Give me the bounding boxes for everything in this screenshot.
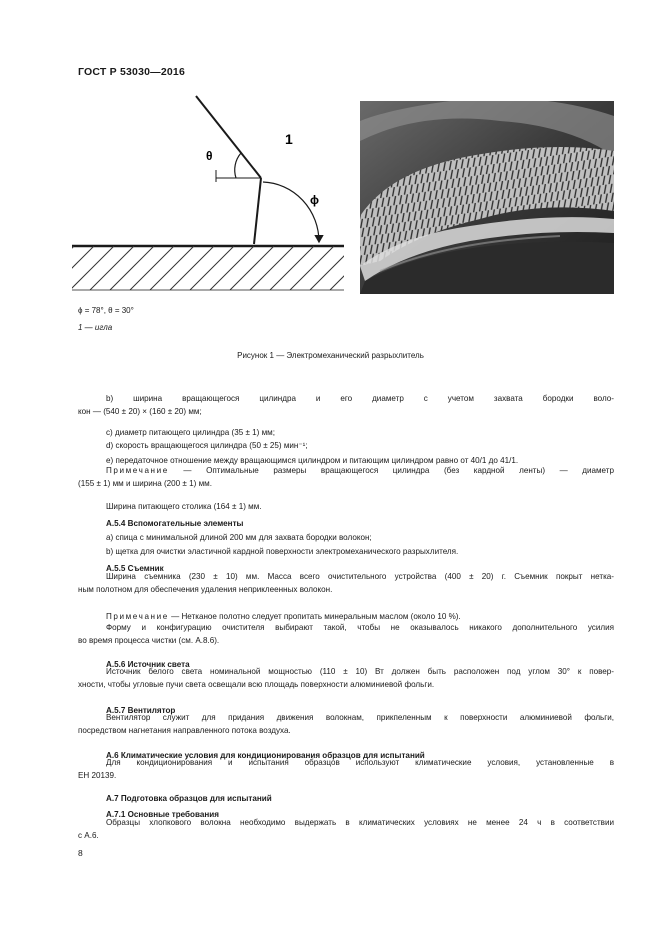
section-a56-text [78,665,614,691]
note-1-label: Примечание [106,466,169,475]
section-a55-text [78,570,614,596]
note-1-line1: — Оптимальные размеры вращающегося цилиндра (без кардной ленты) — диаметр [168,466,614,475]
list-item-c: c) диаметр питающего цилиндра (35 ± 1) мм; [106,428,275,438]
cleaner-text [78,621,614,647]
section-a56-line1: Источник белого света номинальной мощностью (110 ± 10) Вт должен быть расположен под углом 30° к повер- [106,667,614,676]
theta-symbol: θ [206,149,213,163]
section-a55-line2: ным полотном для обеспечения удаления неприклеенных волокон. [78,585,333,594]
section-a54-item-b: b) щетка для очистки эластичной кардной поверхности электромеханического разрыхлителя. [106,547,459,557]
carding-photo [360,101,614,294]
hatched-base [70,246,350,290]
document-code: ГОСТ Р 53030—2016 [78,66,186,78]
section-a6-text [78,756,614,782]
section-a56-title: А.5.6 Источник света [106,660,190,670]
section-a71-line2: с А.6. [78,831,99,840]
section-a7-title: А.7 Подготовка образцов для испытаний [106,794,272,804]
section-a57-title: А.5.7 Вентилятор [106,706,176,716]
section-a71-line1: Образцы хлопкового волокна необходимо выдержать в климатических условиях не менее 24 ч в соответствии [106,818,614,827]
note-1-line2: (155 ± 1) мм и ширина (200 ± 1) мм. [78,479,212,488]
figure-caption: Рисунок 1 — Электромеханический разрыхлитель [237,351,424,360]
figure-label-one: 1 [285,131,293,147]
section-a54-item-a: a) спица с минимальной длиной 200 мм для захвата бородки волокон; [106,533,372,543]
section-a57-text [78,711,614,737]
section-a54-title: А.5.4 Вспомогательные элементы [106,519,244,529]
page-number: 8 [78,848,83,858]
feed-table-width: Ширина питающего столика (164 ± 1) мм. [106,502,262,512]
section-a55-line1: Ширина съемника (230 ± 10) мм. Масса всего очистительного устройства (400 ± 20) г. Съемник покрыт нетка- [106,572,614,581]
section-a6-title: А.6 Климатические условия для кондиционирования образцов для испытаний [106,751,425,761]
needle-diagram [70,92,350,292]
list-item-b-line1: b) ширина вращающегося цилиндра и его диаметр с учетом захвата бородки воло- [106,394,614,403]
section-a57-line2: посредством нагнетания направленного потока воздуха. [78,726,291,735]
section-a71-text [78,816,614,842]
section-a55-title: А.5.5 Съемник [106,564,164,574]
list-item-e: e) передаточное отношение между вращающимся цилиндром и питающим цилиндром равно от 40/1 до 41/1. [106,456,519,466]
section-a6-line1: Для кондиционирования и испытания образцов используют климатические условия, установленные в [106,758,614,767]
note-2-text: — Нетканое полотно следует пропитать минеральным маслом (около 10 %). [168,612,461,622]
cleaner-line1: Форму и конфигурацию очистителя выбирают такой, чтобы не оказывалось никакого дополнительного усилия [106,623,614,632]
list-item-d: d) скорость вращающегося цилиндра (50 ± 25) мин⁻¹; [106,441,308,451]
phi-arc [263,182,319,242]
legend-angles: ϕ = 78°, θ = 30° [78,306,134,315]
needle-shaft [254,178,261,244]
needle-tip [196,96,261,178]
section-a6-line2: ЕН 20139. [78,771,117,780]
cleaner-line2: во время процесса чистки (см. А.8.6). [78,636,220,645]
note-2-label: Примечание [106,612,169,622]
section-a57-line1: Вентилятор служит для придания движения волокнам, прикпеленным к поверхности алюминиевой фольги, [106,713,614,722]
phi-symbol: ϕ [310,193,319,207]
list-item-b-line2: кон — (540 ± 20) × (160 ± 20) мм; [78,407,202,416]
section-a71-title: А.7.1 Основные требования [106,810,219,820]
note-1 [78,464,614,490]
legend-item: 1 — игла [78,323,113,332]
theta-arc [235,153,241,178]
list-item-b [78,392,614,418]
section-a56-line2: хности, чтобы угловые пучи света освещали всю площадь поверхности алюминиевой фольги. [78,680,435,689]
